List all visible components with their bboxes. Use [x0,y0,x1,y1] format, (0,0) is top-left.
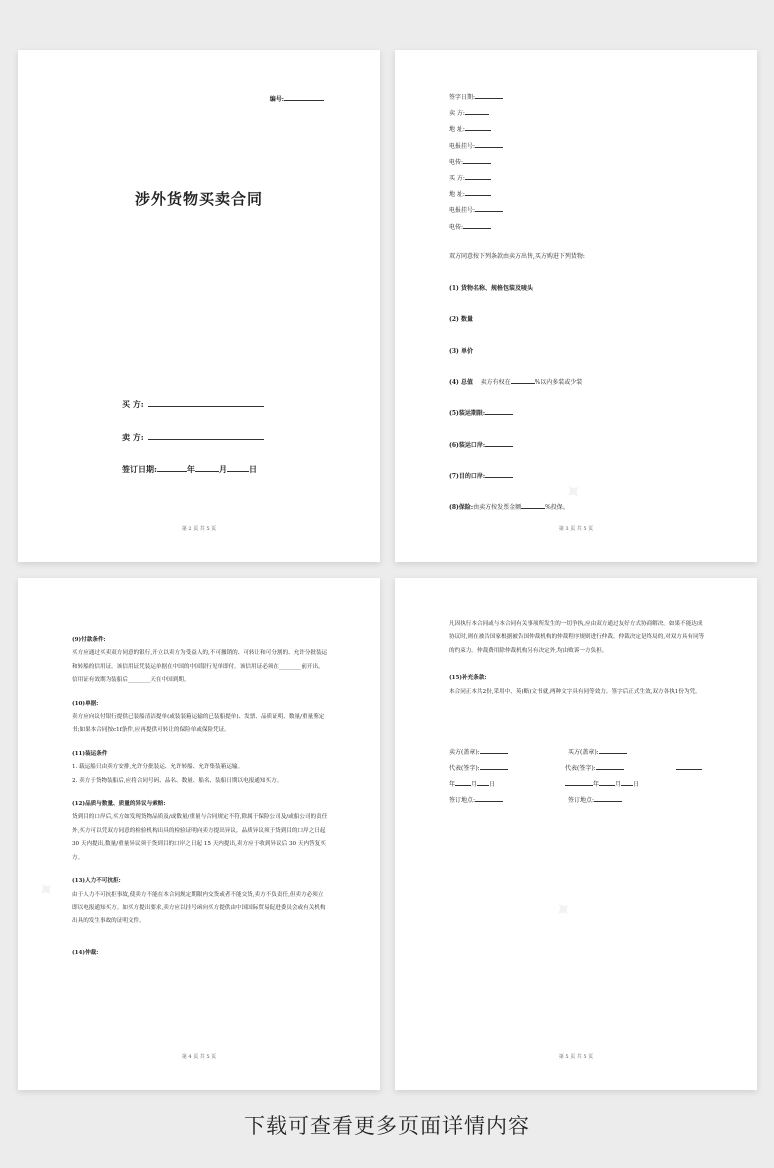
contract-number-label: 编号: [269,96,284,103]
seller-line [122,432,264,443]
arbitration-text: 凡因执行本合同或与本合同有关事项所发生的一切争执,应由双方通过友好方式协商解决。如果不能达成协议时,则在被告国家根据被告国仲裁机构的仲裁程序规则进行仲裁。仲裁决定是终局的,对双方具有同等的约束力。仲裁费用除仲裁机构另有决定外,均由败诉一方负担。 [449,621,705,654]
date-year: 年 [186,464,195,474]
watermark: ✦ [559,476,590,509]
page-footer: 第 3 页 共 5 页 [558,526,594,532]
clause-goods: (1) 货物名称、规格包装及唛头 [449,285,533,292]
clause-unit-price: (3) 单价 [449,348,473,355]
sign-date-line [122,464,257,475]
insurance-label: (8)保险: [449,504,474,511]
clause-total-value [449,377,582,386]
page-parties [395,50,757,562]
section-shipment-text-2: 2. 卖方于货物装船后,应将合同号码、品名、数量、船名、装船日期以电报通知买方。 [72,777,283,784]
buyer-date-line: 年 月 日 [565,779,639,788]
clause-loading-port: (6)装运口岸: [449,440,513,449]
section-force-majeure-text: 由于人力不可抗拒事故,使卖方不能在本合同规定期限内交货或者不能交货,卖方不负责任,但卖方必须立即以电报通知买方。如买方提出要求,卖方应以挂号函向买方提供由中国国际贸易促进委员会或有关机构出具的发生事故的证明文件。 [72,891,326,925]
section-claims-text: 货到目的口岸后,买方如发现货物品质及/或数量/重量与合同规定不符,除属于保险公司及/或船公司的责任外,买方可以凭双方同意的检验机构出具的检验证明向卖方提出异议。品质异议须于货到目的口岸之日起 30 天内提出,数量/重量异议须于货到目的口岸之日起 15 天内提出,卖方应于收到异议后 30 天内答复买方。 [72,814,328,861]
seller-label: 卖 方: [122,432,144,442]
insurance-text2: %投保。 [545,504,569,511]
page-cover [18,50,380,562]
seller-date-line: 年 月 日 [449,781,496,788]
field-buyer: 买 方: [449,171,503,187]
extra-blank-line [676,763,702,772]
field-seller: 卖 方: [449,106,503,122]
field-seller-telegram: 电报挂号: [449,139,503,155]
watermark: ✦ [32,874,63,907]
document-title: 涉外货物买卖合同 [134,190,263,208]
buyer-rep-line: 代表(签字): [565,763,624,772]
seller-place-line: 签订地点: [449,795,503,804]
clause-destination-port: (7)目的口岸: [449,471,513,480]
section-force-majeure-heading: (13)人力不可抗拒: [72,878,121,885]
section-supplementary-text: 本合同正本共2份,采用中、英(略)文书就,两种文字具有同等效力。签字后正式生效,双方各执1份为凭。 [449,688,701,695]
party-fields [449,90,503,236]
section-shipment-text-1: 1. 载运船只由卖方安排,允许分批装运、允许转船、允许集装箱运输。 [72,764,244,771]
seller-rep-line: 代表(签字): [449,763,508,772]
watermark: ✦ [549,894,580,927]
page-footer: 第 5 页 共 5 页 [558,1054,594,1060]
field-seller-address: 地 址: [449,122,503,138]
section-claims-heading: (12)品质与数量、质量的异议与索赔: [72,801,166,808]
date-day: 日 [248,464,257,474]
date-month: 月 [218,464,227,474]
page-footer: 第 2 页 共 5 页 [181,526,217,532]
clause-shipment-period: (5)装运期限: [449,408,513,417]
page-signatures [395,578,757,1090]
section-documents-heading: (10)单据: [72,700,99,707]
intro-text: 双方同意按下列条款由卖方出售,买方购进下列货物: [449,253,585,260]
section-supplementary-heading: (15)补充条款: [449,675,487,682]
total-value-label: (4) 总值 [449,379,473,386]
buyer-line [122,399,264,410]
page-terms [18,578,380,1090]
field-sign-date: 签字日期: [449,90,503,106]
section-payment-text: 买方应通过买卖双方同意的银行,开立以卖方为受益人的,不可撤销的、可转让和可分割的、允许分批装运和转船的信用证。该信用证凭装运单据在中国的中国银行见单即付。该信用证必须在________前开出。信用证有效期为装船后________天在中国到期。 [72,650,328,684]
total-value-text: 卖方有权在 [480,379,511,386]
section-documents-text: 卖方应向议付银行提供已装船清洁提单(或装装箱运输的已装船提单)、发票、品质证明、数量/重量鉴定书;如果本合同按c1f条件,应再提供可转让的保险单或保险凭证。 [72,714,325,734]
field-buyer-telegram: 电报挂号: [449,203,503,219]
buyer-label: 买 方: [122,399,144,409]
clause-insurance [449,502,569,511]
clause-quantity: (2) 数量 [449,316,473,323]
field-buyer-telex: 电传: [449,220,503,236]
seller-seal-line: 卖方(盖章): [449,747,508,756]
total-value-text2: %以内多装或少装 [534,379,583,386]
section-payment-heading: (9)付款条件: [72,637,106,643]
field-buyer-address: 地 址: [449,187,503,203]
sign-date-label: 签订日期: [122,464,157,474]
download-caption[interactable]: 下载可查看更多页面详情内容 [244,1114,530,1138]
page-footer: 第 4 页 共 5 页 [181,1054,217,1060]
insurance-text: 由卖方按发票金额 [473,504,522,511]
final-body [449,618,705,699]
buyer-seal-line: 买方(盖章): [568,747,627,756]
buyer-place-line: 签订地点: [568,795,622,804]
terms-body [72,634,328,960]
field-seller-telex: 电传: [449,155,503,171]
section-arbitration-heading: (14)仲裁: [72,949,99,956]
contract-number [270,94,324,103]
section-shipment-heading: (11)装运条件 [72,750,108,757]
